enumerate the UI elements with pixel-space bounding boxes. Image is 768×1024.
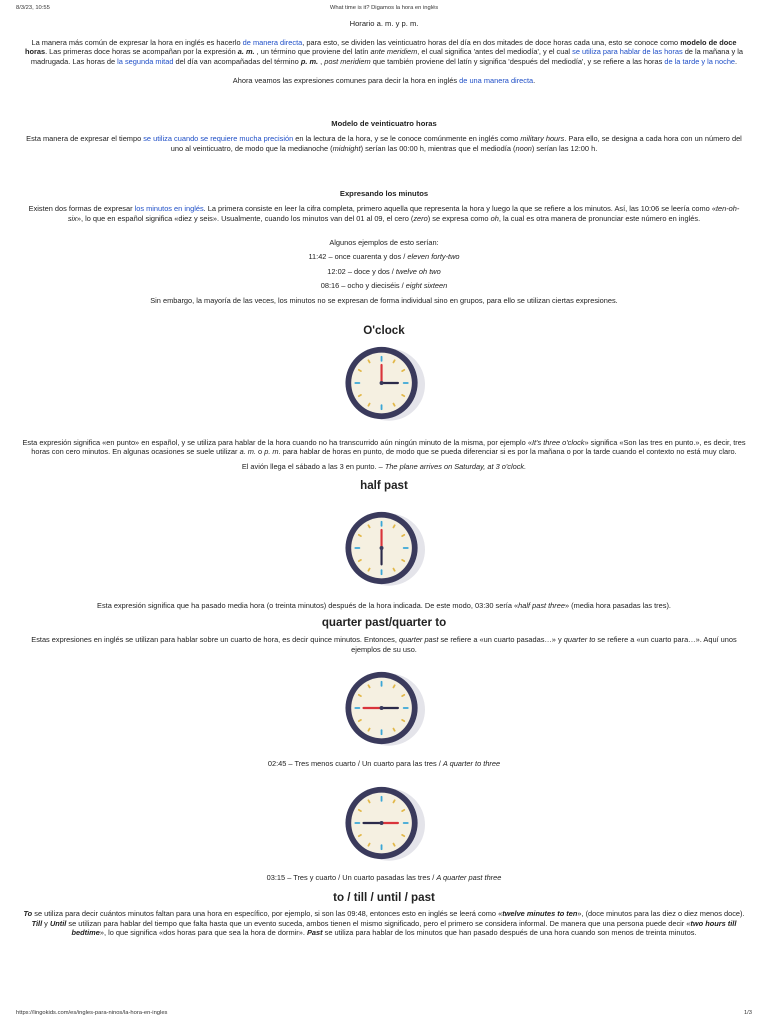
ampm-paragraph: La manera más común de expresar la hora en inglés es hacerlo de manera directa, para esto, se dividen las veinticuatro horas del día en dos mitades de doce horas cada una, esto se conoce como modelo de doce horas. Las primeras doce horas se acompañan por la expresión a. m. , un término que proviene del latín ante meridiem, el cual significa 'antes del mediodía', y el cual se utiliza para hablar de las horas de la mañana y la madrugada. Las horas de la segunda mitad del día van acompañadas del término p. m. , post meridiem que también proviene del latín y significa 'después del mediodía', y se refiere a las horas de la tarde y la noche. bbox=[24, 37, 744, 67]
link-tarde-noche[interactable]: de la tarde y la noche bbox=[664, 57, 736, 67]
clock-tick bbox=[393, 525, 394, 527]
halfpast-paragraph: Esta expresión significa que ha pasado media hora (o treinta minutos) después de la hora indicada. De este modo, 03:30 sería «half past three» (media hora pasadas las tres). bbox=[97, 600, 671, 610]
clock-tick bbox=[393, 801, 394, 803]
halfpast-heading: half past bbox=[360, 478, 408, 492]
to-till-paragraph: To se utiliza para decir cuántos minutos faltan para una hora en específico, por ejemplo, si son las 09:48, entonces esto en inglés se leerá como «twelve minutes to ten», (doce minutos para las diez o diez menos doce). Till y Until se utilizan para hablar del tiempo que falta hasta que un evento suceda, ambos tienen el mismo significado, pero el primero se considera informal. De manera que una persona puede decir «two hours till bedtime», lo que significa «dos horas para que sea la hora de dormir». Past se utiliza para hablar de los minutos que han pasado después de una hora cuando son menos de treinta minutos. bbox=[23, 908, 745, 938]
clock-tick bbox=[359, 395, 361, 396]
clock-tick bbox=[359, 695, 361, 696]
clock-tick bbox=[393, 844, 394, 846]
oclock-paragraph: Esta expresión significa «en punto» en español, y se utiliza para hablar de la hora cuando no ha transcurrido aún ningún minuto de la misma, por ejemplo «It's three o'clock» significa «Son las tres en punto.», es decir, tres horas con cero minutos. En algunas ocasiones se suele utilizar a. m. o p. m. para hablar de horas en punto, de modo que se pueda diferenciar si es por la mañana o por la tarde cuando el contexto no está muy claro. bbox=[22, 437, 746, 457]
minutes-closing: Sin embargo, la mayoría de las veces, los minutos no se expresan de forma individual sino en grupos, para ello se utilizan ciertas expresiones. bbox=[150, 296, 618, 306]
clock-tick bbox=[359, 810, 361, 811]
examples-intro: Algunos ejemplos de esto serían: bbox=[329, 237, 439, 247]
oclock-heading: O'clock bbox=[363, 323, 405, 337]
print-datetime: 8/3/23, 10:55 bbox=[16, 5, 50, 11]
clock-tick bbox=[393, 728, 394, 730]
link-manera-directa[interactable]: de manera directa bbox=[242, 37, 303, 47]
example-line: 08:16 – ocho y dieciséis / eight sixteen bbox=[320, 281, 448, 291]
military-paragraph: Esta manera de expresar el tiempo se utiliza cuando se requiere mucha precisión en la lectura de la hora, y se le conoce comúnmente en inglés como military hours. Para ello, se designa a cada hora con un número del uno al veinticuatro, de modo que la medianoche (midnight) serían las 00:00 h, mientras que el mediodía (noon) serían las 12:00 h. bbox=[26, 134, 742, 153]
clock-center bbox=[380, 706, 384, 710]
clock-tick bbox=[393, 403, 394, 405]
clock-tick bbox=[393, 360, 394, 362]
print-footer bbox=[16, 1010, 752, 1020]
to-till-heading: to / till / until / past bbox=[333, 890, 435, 904]
print-page-number: 1/3 bbox=[743, 1010, 752, 1016]
print-header bbox=[16, 5, 752, 15]
clock-tick bbox=[402, 810, 404, 811]
clock-tick bbox=[368, 685, 369, 687]
clock-oclock-image bbox=[343, 342, 425, 424]
example-line: 12:02 – doce y dos / twelve oh two bbox=[327, 266, 441, 276]
print-page-title: What time is it? Digamos la hora en inglés bbox=[329, 5, 439, 11]
clock-tick bbox=[359, 560, 361, 561]
quarter-paragraph: Estas expresiones en inglés se utilizan para hablar sobre un cuarto de hora, es decir quince minutos. Entonces, quarter past se refiere a «un cuarto pasadas…» y quarter to se refiere a «un cuarto para…». Aquí unos ejemplos de su uso. bbox=[31, 635, 737, 655]
oclock-example: El avión llega el sábado a las 3 en punto. – The plane arrives on Saturday, at 3 o'clock. bbox=[241, 462, 527, 472]
ampm-heading: Horario a. m. y p. m. bbox=[349, 19, 419, 28]
link-manera-directa-2[interactable]: de una manera directa bbox=[459, 75, 534, 85]
clock-halfpast-image bbox=[343, 507, 425, 589]
clock-center bbox=[380, 821, 384, 825]
clock-tick bbox=[402, 720, 404, 721]
clock-tick bbox=[368, 525, 369, 527]
article-body bbox=[22, 19, 746, 938]
clock-quarter-to-image bbox=[343, 667, 425, 749]
clock-tick bbox=[368, 844, 369, 846]
clock-tick bbox=[368, 403, 369, 405]
clock-tick bbox=[402, 695, 404, 696]
clock-tick bbox=[368, 360, 369, 362]
example-line: 11:42 – once cuarenta y dos / eleven forty-two bbox=[308, 252, 460, 262]
minutes-paragraph: Existen dos formas de expresar los minutos en inglés. La primera consiste en leer la cifra completa, primero aquella que representa la hora y luego la que se refiere a los minutos. Así, las 10:06 se leería como «ten-oh-six», lo que en español significa «diez y seis». Usualmente, cuando los minutos van del 01 al 09, el cero (zero) se expresa como oh, la cual es otra manera de pronunciar este número en inglés. bbox=[28, 204, 740, 223]
minutes-heading: Expresando los minutos bbox=[339, 189, 429, 199]
print-url: https://lingokids.com/es/ingles-para-ninos/la-hora-en-ingles bbox=[16, 1010, 168, 1016]
clock-tick bbox=[402, 395, 404, 396]
clock-tick bbox=[368, 568, 369, 570]
clock-tick bbox=[393, 685, 394, 687]
clock-tick bbox=[393, 568, 394, 570]
link-minutos-ingles[interactable]: los minutos en inglés bbox=[134, 204, 204, 214]
link-segunda-mitad[interactable]: la segunda mitad bbox=[117, 57, 174, 67]
clock-tick bbox=[359, 370, 361, 371]
clock-tick bbox=[368, 728, 369, 730]
clock-tick bbox=[402, 370, 404, 371]
clock-tick bbox=[368, 801, 369, 803]
clock-tick bbox=[359, 720, 361, 721]
link-mucha-precision[interactable]: se utiliza cuando se requiere mucha precisión bbox=[143, 134, 294, 144]
clock-tick bbox=[402, 535, 404, 536]
clock-center bbox=[380, 546, 384, 550]
clock-tick bbox=[359, 535, 361, 536]
quarter-to-caption: 02:45 – Tres menos cuarto / Un cuarto para las tres / A quarter to three bbox=[267, 758, 501, 768]
clock-quarter-past-image bbox=[343, 782, 425, 864]
quarter-past-caption: 03:15 – Tres y cuarto / Un cuarto pasadas las tres / A quarter past three bbox=[266, 873, 502, 883]
clock-tick bbox=[402, 835, 404, 836]
link-hablar-horas[interactable]: se utiliza para hablar de las horas bbox=[572, 47, 683, 57]
military-heading: Modelo de veinticuatro horas bbox=[331, 119, 437, 129]
clock-tick bbox=[359, 835, 361, 836]
clock-tick bbox=[402, 560, 404, 561]
ampm-paragraph-2: Ahora veamos las expresiones comunes para decir la hora en inglés de una manera directa. bbox=[232, 75, 536, 85]
clock-center bbox=[380, 381, 384, 385]
quarter-heading: quarter past/quarter to bbox=[321, 616, 447, 630]
